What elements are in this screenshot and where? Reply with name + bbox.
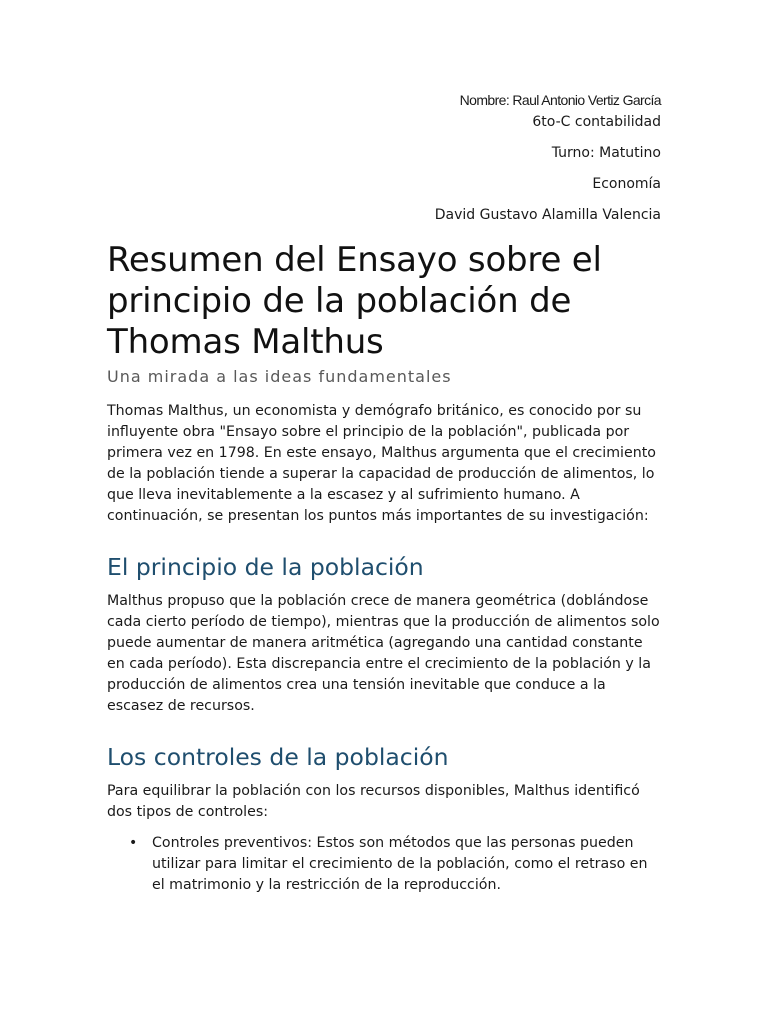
shift-label: Turno: Matutino: [551, 145, 661, 161]
student-info-block: [400, 90, 661, 225]
controls-list: [107, 833, 661, 896]
section-paragraph-principle: Malthus propuso que la población crece de manera geométrica (doblándose cada cierto período de tiempo), mientras que la producción de alimentos solo puede aumentar de manera aritmética (agregando una cantidad constante en cada período). Esta discrepancia entre el crecimiento de la población y la producción de alimentos crea una tensión inevitable que conduce a la escasez de recursos.: [107, 593, 660, 714]
student-name: Nombre: Raul Antonio Vertiz García: [459, 92, 661, 108]
intro-paragraph: Thomas Malthus, un economista y demógrafo británico, es conocido por su influyente obra "Ensayo sobre el principio de la población", publicada por primera vez en 1798. En este ensayo, Malthus argumenta que el crecimiento de la población tiende a superar la capacidad de producción de alimentos, lo que lleva inevitablemente a la escasez y al sufrimiento humano. A continuación, se presentan los puntos más importantes de su investigación:: [107, 403, 656, 524]
list-item-text: Controles preventivos: Estos son métodos que las personas pueden utilizar para limitar el crecimiento de la población, como el retraso en el matrimonio y la restricción de la reproducción.: [152, 835, 648, 893]
section-heading-controls: Los controles de la población: [107, 743, 449, 771]
section-paragraph-controls: Para equilibrar la población con los recursos disponibles, Malthus identificó dos tipos de controles:: [107, 783, 640, 820]
document-body: [107, 240, 661, 896]
document-subtitle: Una mirada a las ideas fundamentales: [107, 367, 452, 386]
list-item: [129, 833, 661, 896]
section-heading-principle: El principio de la población: [107, 553, 424, 581]
document-title: Resumen del Ensayo sobre el principio de la población de Thomas Malthus: [107, 240, 602, 362]
subject-label: Economía: [592, 176, 661, 192]
course-label: 6to-C contabilidad: [532, 114, 661, 130]
teacher-name: David Gustavo Alamilla Valencia: [434, 207, 661, 223]
bullet-icon: •: [129, 835, 138, 851]
